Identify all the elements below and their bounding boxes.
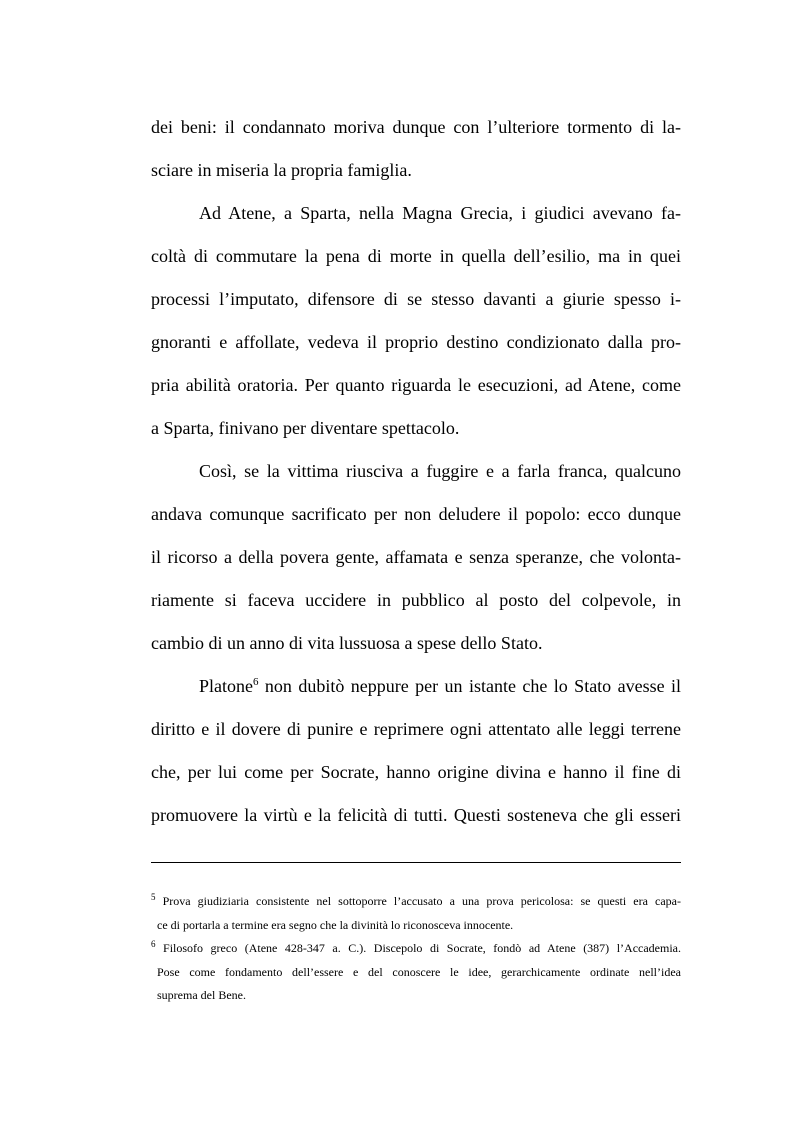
body-line: gnoranti e affollate, vedeva il proprio destino condizionato dalla pro- xyxy=(151,332,681,352)
platone-word: Platone xyxy=(199,676,253,696)
footnote-separator xyxy=(151,862,681,863)
paragraph-start-line: Così, se la vittima riusciva a fuggire e a farla franca, qualcuno xyxy=(199,461,681,481)
footnote-5-text: Prova giudiziaria consistente nel sottoporre l’accusato a una prova pericolosa: se questi era capa- xyxy=(155,894,681,908)
body-line: coltà di commutare la pena di morte in quella dell’esilio, ma in quei xyxy=(151,246,681,266)
body-line: a Sparta, finivano per diventare spettacolo. xyxy=(151,418,460,438)
body-line: processi l’imputato, difensore di se stesso davanti a giurie spesso i- xyxy=(151,289,681,309)
footnote-5-line: ce di portarla a termine era segno che la divinità lo riconosceva innocente. xyxy=(157,918,514,932)
footnote-6-line xyxy=(151,941,681,956)
footnote-ref-6[interactable]: 6 xyxy=(253,676,259,688)
body-line: diritto e il dovere di punire e reprimere ogni attentato alle leggi terrene xyxy=(151,719,681,739)
footnote-5-line xyxy=(151,894,681,909)
footnote-6-line: Pose come fondamento dell’essere e del conoscere le idee, gerarchicamente ordinate nell’idea xyxy=(157,965,681,979)
body-line: andava comunque sacrificato per non deludere il popolo: ecco dunque xyxy=(151,504,681,524)
footnote-number-6: 6 xyxy=(151,939,156,949)
footnote-number-5: 5 xyxy=(151,892,156,902)
body-line: sciare in miseria la propria famiglia. xyxy=(151,160,412,180)
footnote-6-text: Filosofo greco (Atene 428-347 a. C.). Discepolo di Socrate, fondò ad Atene (387) l’Accademia. xyxy=(155,941,681,955)
paragraph-start-line xyxy=(199,675,681,697)
body-line: cambio di un anno di vita lussuosa a spese dello Stato. xyxy=(151,633,543,653)
footnote-6-line: suprema del Bene. xyxy=(157,988,246,1002)
body-line: che, per lui come per Socrate, hanno origine divina e hanno il fine di xyxy=(151,762,681,782)
body-line: pria abilità oratoria. Per quanto riguarda le esecuzioni, ad Atene, come xyxy=(151,375,681,395)
body-line: riamente si faceva uccidere in pubblico al posto del colpevole, in xyxy=(151,590,681,610)
body-line: promuovere la virtù e la felicità di tutti. Questi sosteneva che gli esseri xyxy=(151,805,681,825)
body-line: dei beni: il condannato moriva dunque con l’ulteriore tormento di la- xyxy=(151,117,681,137)
platone-line-rest: non dubitò neppure per un istante che lo Stato avesse il xyxy=(258,676,681,696)
body-line: il ricorso a della povera gente, affamata e senza speranze, che volonta- xyxy=(151,547,681,567)
paragraph-start-line: Ad Atene, a Sparta, nella Magna Grecia, i giudici avevano fa- xyxy=(199,203,681,223)
